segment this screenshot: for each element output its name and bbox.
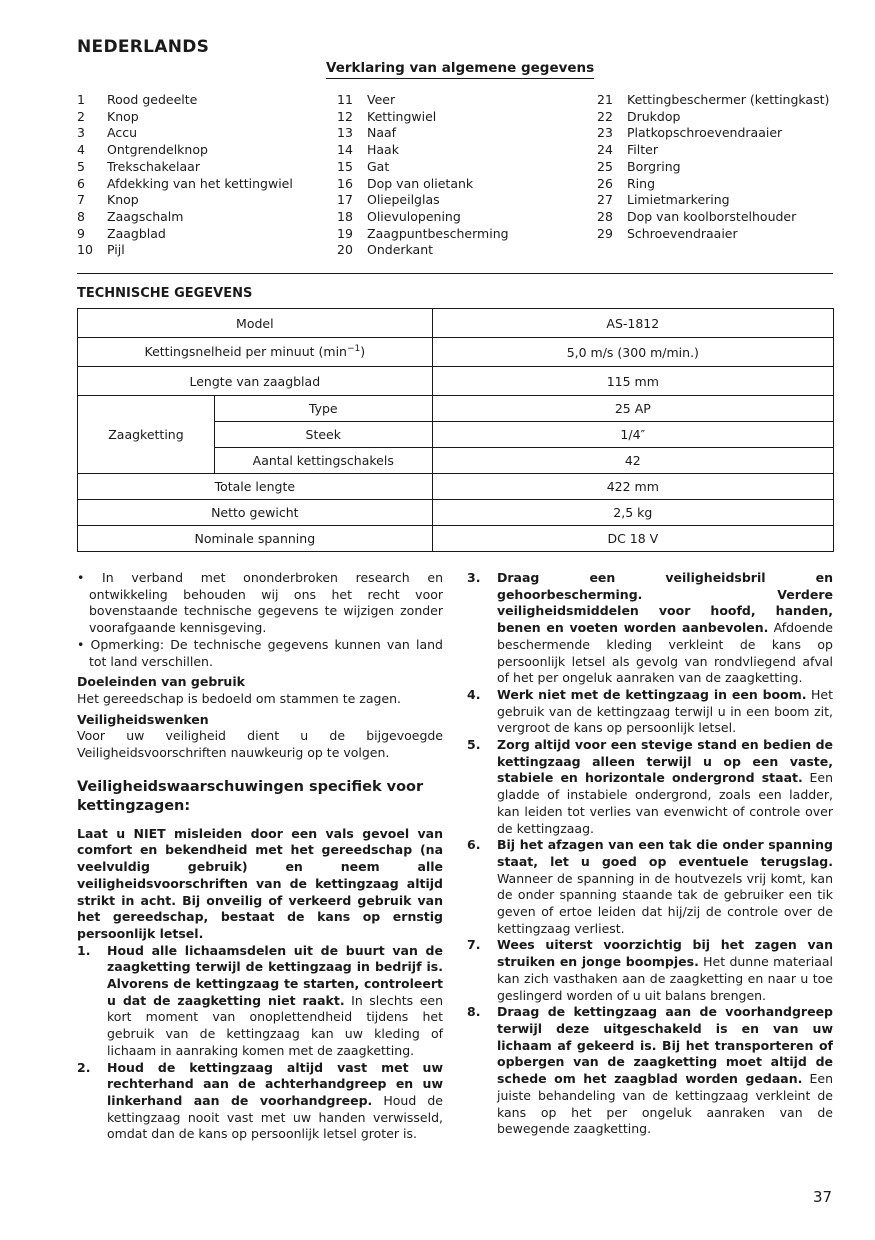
legend-label: Haak <box>367 142 399 158</box>
legend-label: Naaf <box>367 125 397 141</box>
warning-text <box>497 1004 833 1138</box>
legend-item <box>337 125 587 142</box>
legend-item <box>77 209 327 226</box>
legend-item <box>337 242 587 259</box>
right-column <box>467 570 833 1138</box>
legend-number: 15 <box>337 158 353 174</box>
warning-bold: Houd de kettingzaag altijd vast met uw rechterhand aan de achterhandgreep en uw linkerhand aan de voorhandgreep. <box>107 1059 443 1108</box>
legend-label: Onderkant <box>367 242 434 258</box>
legend-label: Olievulopening <box>367 208 461 224</box>
legend-column-3 <box>597 92 847 242</box>
warning-bold: Draag de kettingzaag aan de voorhandgreep terwijl deze uitgeschakeld is en van uw lichaam af gekeerd is. Bij het transporteren of opbergen van de zaagketting moet altijd de schede om het zaagblad worden gedaan. <box>497 1004 833 1087</box>
warning-body: Een juiste behandeling van de kettingzaag verkleint de kans op het per ongeluk aanraken van de bewegende zaagketting. <box>497 1071 833 1137</box>
warning-item <box>467 687 833 737</box>
warning-body: In slechts een kort moment van onoplettendheid tijdens het gebruik van de kettingzaag kan uw kleding of lichaam in aanraking komen met de zaagketting. <box>107 992 443 1058</box>
spec-label: Nominale spanning <box>78 526 433 552</box>
legend-item <box>77 159 327 176</box>
legend-title: Verklaring van algemene gegevens <box>326 60 594 79</box>
legend-number: 26 <box>597 175 613 191</box>
legend-number: 25 <box>597 158 613 174</box>
legend-label: Limietmarkering <box>627 192 730 208</box>
legend-label: Drukdop <box>627 108 681 124</box>
warning-text <box>497 837 833 937</box>
warning-number: 4. <box>467 686 481 702</box>
legend-label: Knop <box>107 192 139 208</box>
legend-number: 27 <box>597 192 613 208</box>
warning-text <box>497 687 833 737</box>
warning-item <box>467 937 833 1004</box>
legend-number: 1 <box>77 92 85 107</box>
legend-number: 22 <box>597 108 613 124</box>
warning-bold: Houd alle lichaamsdelen uit de buurt van de zaagketting terwijl de kettingzaag in bedrijf is. Alvorens de kettingzaag te starten, controleert u dat de zaagketting niet raakt. <box>107 942 443 1008</box>
spec-value: 25 AP <box>432 396 833 422</box>
warning-bold: Wees uiterst voorzichtig bij het zagen van struiken en jonge boompjes. <box>497 937 833 970</box>
spec-label: Lengte van zaagblad <box>78 367 433 396</box>
legend-number: 19 <box>337 225 353 241</box>
legend-item <box>597 142 847 159</box>
legend-label: Trekschakelaar <box>107 158 200 174</box>
warning-body: Het gebruik van de kettingzaag terwijl u in een boom zit, vergroot de kans op persoonlijk letsel. <box>497 686 833 736</box>
legend-item <box>337 226 587 243</box>
spec-value: AS-1812 <box>432 309 833 338</box>
legend-item <box>337 159 587 176</box>
table-row <box>78 338 834 367</box>
spec-label-superscript: −1 <box>346 344 361 355</box>
legend-column-1 <box>77 92 327 259</box>
spec-group-label: Zaagketting <box>78 396 215 474</box>
warning-text <box>107 943 443 1060</box>
legend-item <box>337 142 587 159</box>
legend-item <box>77 226 327 243</box>
legend-label: Schroevendraaier <box>627 225 738 241</box>
spec-label <box>78 338 433 367</box>
warning-body: Houd de kettingzaag nooit vast met uw handen verwisseld, omdat dan de kans op persoonlijk letsel groter is. <box>107 1092 443 1142</box>
warnings-intro: Laat u NIET misleiden door een vals gevoel van comfort en bekendheid met het gereedschap (na veelvuldig gebruik) en neem alle veiligheidsvoorschriften van de kettingzaag altijd strikt in acht. Bij onveilig of verkeerd gebruik van het gereedschap, bestaat de kans op ernstig persoonlijk letsel. <box>77 825 443 941</box>
spec-label: Aantal kettingschakels <box>214 448 432 474</box>
legend-number: 13 <box>337 125 353 141</box>
legend-item <box>77 92 327 109</box>
left-column <box>77 570 443 1143</box>
legend-number: 17 <box>337 192 353 208</box>
warning-number: 6. <box>467 837 481 853</box>
spec-value: 2,5 kg <box>432 500 833 526</box>
legend-label: Dop van olietank <box>367 175 474 191</box>
spec-label-text: Kettingsnelheid per minuut (min <box>144 344 347 360</box>
warning-text <box>497 570 833 687</box>
warning-bold: Zorg altijd voor een stevige stand en bedien de kettingzaag alleen terwijl u op een vaste, stabiele en horizontale ondergrond staat. <box>497 737 833 786</box>
warning-item <box>467 737 833 837</box>
legend-number: 20 <box>337 242 353 258</box>
legend-item <box>77 142 327 159</box>
warning-bold: Werk niet met de kettingzaag in een boom. <box>497 686 807 702</box>
legend-item <box>337 209 587 226</box>
warning-number: 1. <box>77 942 91 958</box>
legend-number: 28 <box>597 208 613 224</box>
warning-text <box>107 1060 443 1144</box>
legend-label: Ring <box>627 175 656 191</box>
warning-item <box>467 837 833 937</box>
warning-number: 5. <box>467 737 481 753</box>
spec-value: 115 mm <box>432 367 833 396</box>
legend-item <box>597 109 847 126</box>
legend-number: 4 <box>77 142 85 158</box>
legend-label: Gat <box>367 158 390 174</box>
safety-text: Voor uw veiligheid dient u de bijgevoegde Veiligheidsvoorschriften nauwkeurig op te volgen. <box>77 728 443 761</box>
legend-number: 8 <box>77 208 85 224</box>
legend-item <box>77 192 327 209</box>
legend-item <box>77 109 327 126</box>
spec-value: 5,0 m/s (300 m/min.) <box>432 338 833 367</box>
legend-label: Accu <box>107 125 137 141</box>
warning-body: Wanneer de spanning in de houtvezels vrij komt, kan de onder spanning staande tak de gebruiker een tik geven of ertoe leiden dat hij/zij de controle over de kettingzaag verliest. <box>497 870 833 936</box>
legend-item <box>597 176 847 193</box>
spec-value: 42 <box>432 448 833 474</box>
legend-label: Ontgrendelknop <box>107 142 208 158</box>
legend-label: Borgring <box>627 158 681 174</box>
legend-number: 16 <box>337 175 353 191</box>
legend-number: 24 <box>597 142 613 158</box>
legend-number: 10 <box>77 242 93 258</box>
page-number: 37 <box>813 1188 833 1206</box>
table-row <box>78 396 834 422</box>
legend-number: 29 <box>597 225 613 241</box>
legend-item <box>597 192 847 209</box>
warning-text <box>497 937 833 1004</box>
legend-number: 23 <box>597 125 613 141</box>
legend-item <box>337 192 587 209</box>
table-row <box>78 526 834 552</box>
section-language-title: NEDERLANDS <box>77 37 210 57</box>
specs-table <box>77 308 834 552</box>
legend-item <box>77 176 327 193</box>
legend-number: 14 <box>337 142 353 158</box>
legend-item <box>77 242 327 259</box>
legend-label: Rood gedeelte <box>107 92 198 107</box>
warning-item <box>467 570 833 687</box>
spec-label-close: ) <box>360 344 366 360</box>
spec-label: Totale lengte <box>78 474 433 500</box>
legend-number: 18 <box>337 208 353 224</box>
legend-label: Afdekking van het kettingwiel <box>107 175 293 191</box>
legend-item <box>597 125 847 142</box>
spec-label: Netto gewicht <box>78 500 433 526</box>
legend-label: Knop <box>107 108 139 124</box>
legend-label: Oliepeilglas <box>367 192 440 208</box>
spec-value: 422 mm <box>432 474 833 500</box>
legend-label: Pijl <box>107 242 125 258</box>
legend-label: Filter <box>627 142 658 158</box>
legend-label: Zaagpuntbescherming <box>367 225 509 241</box>
legend-number: 12 <box>337 108 353 124</box>
legend-item <box>337 92 587 109</box>
legend-number: 5 <box>77 158 85 174</box>
legend-label: Platkopschroevendraaier <box>627 125 783 141</box>
legend-number: 7 <box>77 192 85 208</box>
note-bullet: • In verband met ononderbroken research en ontwikkeling behouden wij ons het recht voor bovenstaande technische gegevens te wijzigen zonder voorafgaande kennisgeving. <box>77 570 443 636</box>
legend-number: 2 <box>77 108 85 124</box>
legend-label: Veer <box>367 92 396 107</box>
table-row <box>78 309 834 338</box>
legend-label: Dop van koolborstelhouder <box>627 208 797 224</box>
legend-number: 9 <box>77 225 85 241</box>
warning-body: Afdoende beschermende kleding verkleint de kans op persoonlijk letsel als gevolg van rondvliegend afval of het per ongeluk aanraken van de zaagketting. <box>497 620 833 686</box>
table-row <box>78 500 834 526</box>
note-bullet: • Opmerking: De technische gegevens kunnen van land tot land verschillen. <box>77 636 443 669</box>
spec-value: DC 18 V <box>432 526 833 552</box>
warning-text <box>497 737 833 837</box>
warning-item <box>77 1060 443 1144</box>
warning-number: 8. <box>467 1004 481 1020</box>
legend-number: 11 <box>337 92 353 107</box>
section-divider <box>77 273 833 274</box>
table-row <box>78 367 834 396</box>
legend-item <box>337 109 587 126</box>
warnings-heading: Veiligheidswaarschuwingen specifiek voor kettingzagen: <box>77 778 424 814</box>
purpose-text: Het gereedschap is bedoeld om stammen te zagen. <box>77 690 401 706</box>
warning-number: 7. <box>467 937 481 953</box>
legend-number: 6 <box>77 175 85 191</box>
warning-number: 2. <box>77 1059 91 1075</box>
warning-number: 3. <box>467 570 481 585</box>
legend-label: Zaagschalm <box>107 208 184 224</box>
spec-label: Type <box>214 396 432 422</box>
warning-bold: Bij het afzagen van een tak die onder spanning staat, let u goed op eventuele terugslag. <box>497 837 833 869</box>
spec-value: 1/4″ <box>432 422 833 448</box>
table-row <box>78 474 834 500</box>
spec-label: Steek <box>214 422 432 448</box>
legend-item <box>77 125 327 142</box>
legend-label: Zaagblad <box>107 225 166 241</box>
legend-column-2 <box>337 92 587 259</box>
spec-label: Model <box>78 309 433 338</box>
purpose-heading: Doeleinden van gebruik <box>77 674 245 690</box>
legend-number: 21 <box>597 92 613 107</box>
legend-number: 3 <box>77 125 85 141</box>
specs-title: TECHNISCHE GEGEVENS <box>77 286 253 301</box>
safety-heading: Veiligheidswenken <box>77 711 209 727</box>
legend-item <box>597 92 847 109</box>
legend-item <box>597 159 847 176</box>
legend-label: Kettingbeschermer (kettingkast) <box>627 92 830 107</box>
legend-item <box>597 209 847 226</box>
legend-label: Kettingwiel <box>367 108 437 124</box>
legend-item <box>597 226 847 243</box>
warning-bold: Draag een veiligheidsbril en gehoorbescherming. Verdere veiligheidsmiddelen voor hoofd, handen, benen en voeten worden aanbevolen. <box>497 570 833 636</box>
warning-item <box>77 943 443 1060</box>
legend-item <box>337 176 587 193</box>
warning-body: Het dunne materiaal kan zich vasthaken aan de zaagketting en naar u toe geslingerd worden of u uit balans brengen. <box>497 954 833 1003</box>
warning-item <box>467 1004 833 1138</box>
warning-body: Een gladde of instabiele ondergrond, zoals een ladder, kan leiden tot verlies van evenwicht of controle over de kettingzaag. <box>497 770 833 836</box>
